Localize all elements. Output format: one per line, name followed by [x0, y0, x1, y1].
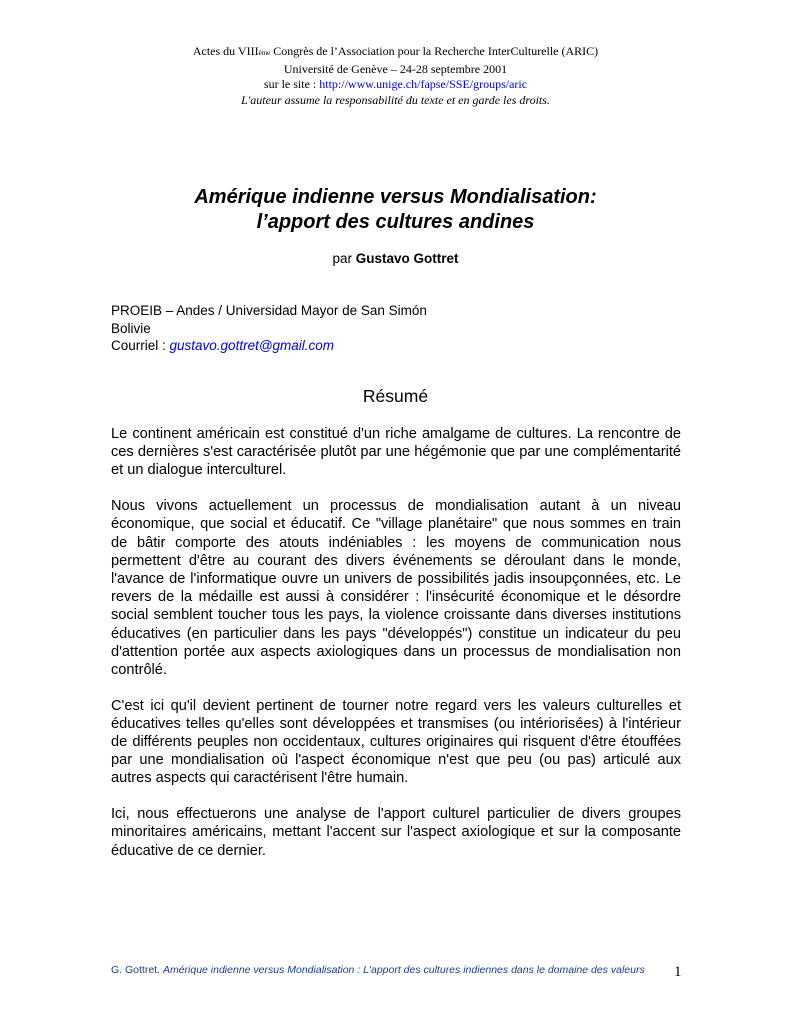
title-line-1: Amérique indienne versus Mondialisation:	[194, 186, 597, 208]
abstract-paragraph: Ici, nous effectuerons une analyse de l'apport culturel particulier de divers groupes minoritaires américains, mettant l'accent sur l'aspect axiologique et sur la composante éducative de ce dernier.	[111, 806, 681, 859]
abstract-body	[111, 425, 681, 877]
header-line-2: Université de Genève – 24-28 septembre 2001	[283, 61, 508, 76]
author-email-link[interactable]: gustavo.gottret@gmail.com	[169, 338, 335, 353]
title-line-2: l’apport des cultures andines	[256, 211, 535, 233]
affiliation-email-line: Courriel : gustavo.gottret@gmail.com	[111, 338, 335, 353]
byline: par Gustavo Gottret	[332, 251, 459, 266]
affiliation-country: Bolivie	[111, 320, 151, 336]
abstract-paragraph: Le continent américain est constitué d'un riche amalgame de cultures. La rencontre de ces dernières s'est caractérisée plutôt par une hégémonie que par une complémentarité et un dialogue interculturel.	[111, 426, 681, 479]
conference-header	[0, 44, 791, 108]
footer-title: Amérique indienne versus Mondialisation : L'apport des cultures indiennes dans le domaine des valeurs	[162, 964, 645, 976]
paper-title	[0, 185, 791, 235]
author-name: Gustavo Gottret	[355, 251, 459, 266]
affiliation-institution: PROEIB – Andes / Universidad Mayor de San Simón	[111, 303, 427, 318]
abstract-paragraph: C'est ici qu'il devient pertinent de tourner notre regard vers les valeurs culturelles et éducatives telles qu'elles sont développées et transmises (ou intériorisées) à l'intérieur de différents peuples non occidentaux, cultures originaires qui risquent d'être étouffées par une mondialisation où l'aspect économique n'est que peu (ou pas) articulé aux autres aspects qui caractérisent l'être humain.	[111, 697, 681, 787]
page-footer	[111, 964, 645, 976]
section-title: Résumé	[362, 386, 429, 406]
footer-author: G. Gottret.	[111, 964, 163, 976]
page-number: 1	[674, 964, 682, 980]
abstract-paragraph: Nous vivons actuellement un processus de mondialisation autant à un niveau économique, que social et éducatif. Ce "village planétaire" que nous sommes en train de bâtir comporte des atouts indéniables : les moyens de communication nous permettent d'être au courant des divers événements se déroulant dans le monde, l'avance de l'informatique ouvre un univers de possibilités jadis insoupçonnées, etc. Le revers de la médaille est aussi à considérer : l'insécurité économique et le désordre social semblent toucher tous les pays, la violence croissante dans diverses institutions éducatives (en particulier dans les pays "développés") constitue un indicateur du peu d'attention portée aux aspects axiologiques dans un processus de mondialisation non contrôlé.	[111, 498, 681, 678]
header-line-1: Actes du VIIIème Congrès de l’Association pour la Recherche InterCulturelle (ARIC)	[192, 44, 599, 58]
header-superscript: ème	[258, 49, 271, 57]
conference-site-link[interactable]: http://www.unige.ch/fapse/SSE/groups/aric	[319, 77, 528, 91]
header-line-3: sur le site : http://www.unige.ch/fapse/SSE/groups/aric	[263, 77, 528, 91]
affiliation	[111, 302, 427, 355]
header-disclaimer: L'auteur assume la responsabilité du texte et en garde les droits.	[241, 92, 550, 107]
